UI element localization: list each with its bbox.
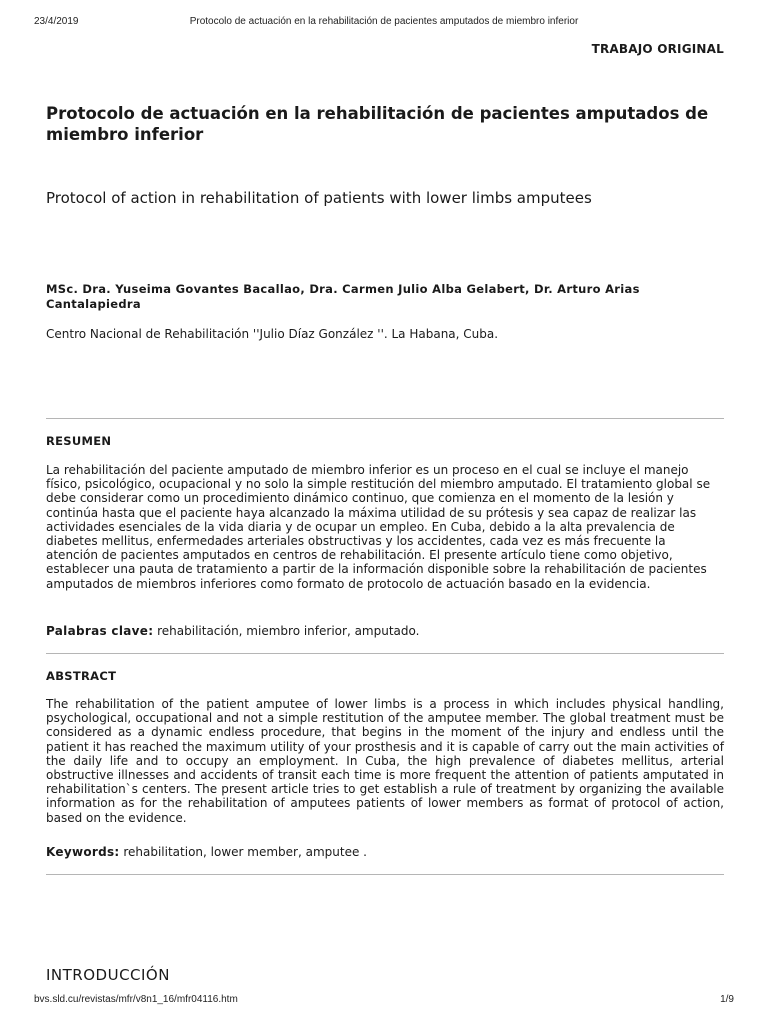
print-url: bvs.sld.cu/revistas/mfr/v8n1_16/mfr04116.htm bbox=[34, 994, 238, 1005]
resumen-body: La rehabilitación del paciente amputado de miembro inferior es un proceso en el cual se incluye el manejo físico, psicológico, ocupacional y no solo la simple restitución del miembro amputado. El tratamiento global se debe considerar como un procedimiento dinámico continuo, que comienza en el momento de la lesión y continúa hasta que el paciente haya alcanzado la máxima utilidad de su prótesis y sea capaz de realizar las actividades esenciales de la vida diaria y de ocupar un empleo. En Cuba, debido a la alta prevalencia de diabetes mellitus, enfermedades arteriales obstructivas y los accidentes, cada vez es más frecuente la atención de pacientes amputados en centros de rehabilitación. El presente artículo tiene como objetivo, establecer una pauta de tratamiento a partir de la información disponible sobre la rehabilitación de pacientes amputados de miembros inferiores como formato de protocolo de actuación basado en la evidencia. bbox=[46, 463, 711, 591]
abstract-keywords-text: rehabilitation, lower member, amputee . bbox=[119, 845, 367, 859]
print-page-number: 1/9 bbox=[720, 994, 734, 1005]
resumen-keywords-label: Palabras clave: bbox=[46, 624, 154, 638]
section-type-label: TRABAJO ORIGINAL bbox=[591, 42, 724, 56]
abstract-keywords-label: Keywords: bbox=[46, 845, 120, 859]
print-date: 23/4/2019 bbox=[34, 16, 79, 27]
abstract-keywords bbox=[46, 845, 724, 860]
article-affiliation: Centro Nacional de Rehabilitación ''Julio Díaz González ''. La Habana, Cuba. bbox=[46, 327, 499, 341]
print-header bbox=[34, 16, 734, 30]
resumen-heading: RESUMEN bbox=[46, 434, 112, 448]
resumen-keywords-text: rehabilitación, miembro inferior, amputado. bbox=[153, 624, 420, 638]
abstract-heading: ABSTRACT bbox=[46, 669, 117, 683]
resumen-keywords bbox=[46, 624, 724, 639]
article-title-en: Protocol of action in rehabilitation of patients with lower limbs amputees bbox=[46, 189, 592, 207]
divider bbox=[46, 418, 724, 419]
divider bbox=[46, 874, 724, 875]
article-authors: MSc. Dra. Yuseima Govantes Bacallao, Dra. Carmen Julio Alba Gelabert, Dr. Arturo Arias Cantalapiedra bbox=[46, 282, 640, 311]
abstract-body: The rehabilitation of the patient amputee of lower limbs is a process in which includes physical handling, psychological, occupational and not a simple restitution of the amputee member. The global treatment must be considered as a dynamic endless procedure, that begins in the moment of the injury and endless until the patient it has reached the maximum utility of your prosthesis and it is capable of carry out the main activities of the daily life and to occupy an employment. In Cuba, the high prevalence of diabetes mellitus, arterial obstructive illnesses and accidents of transit each time is more frequent the attention of patients amputated in rehabilitation`s centers. The present article tries to get establish a rule of treatment by organizing the available information as for the rehabilitation of amputees patients of lower members as format of protocol of action, based on the evidence. bbox=[46, 697, 724, 825]
print-footer bbox=[34, 994, 734, 1008]
print-doc-title: Protocolo de actuación en la rehabilitación de pacientes amputados de miembro inferior bbox=[189, 16, 579, 27]
article-title-es: Protocolo de actuación en la rehabilitación de pacientes amputados de miembro inferior bbox=[46, 104, 709, 144]
divider bbox=[46, 653, 724, 654]
introduccion-heading: INTRODUCCIÓN bbox=[46, 966, 170, 984]
